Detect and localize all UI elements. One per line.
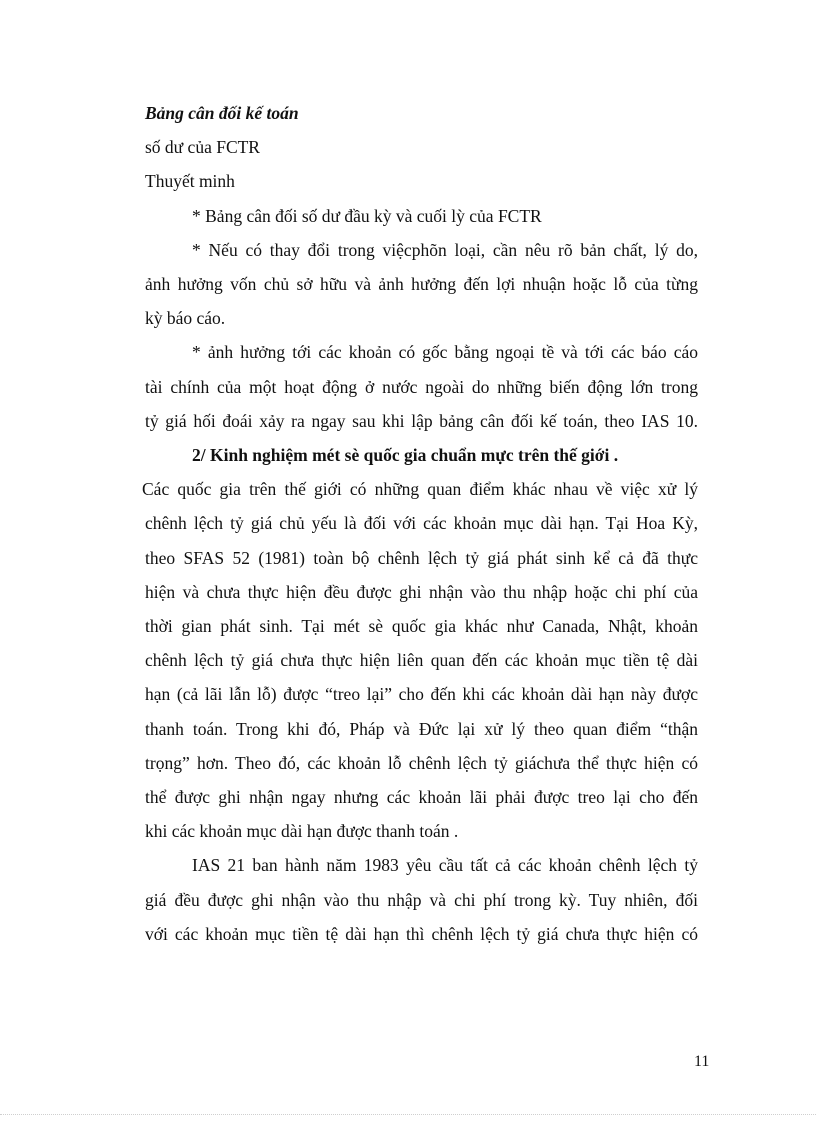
paragraph-line: thời gian phát sinh. Tại mét sè quốc gia khác như Canada, Nhật, khoản (145, 616, 698, 637)
text-line: tỷ giá hối đoái xảy ra ngay sau khi lập bảng cân đối kế toán, theo IAS 10. (145, 410, 698, 431)
text-line: ảnh hưởng vốn chủ sở hữu và ảnh hưởng đến lợi nhuận hoặc lỗ của từng (145, 274, 698, 295)
paragraph-line: Các quốc gia trên thế giới có những quan điểm khác nhau về việc xử lý (142, 479, 698, 500)
paragraph-line: IAS 21 ban hành năm 1983 yêu cầu tất cả các khoản chênh lệch tỷ (192, 855, 698, 876)
page-number: 11 (694, 1053, 710, 1070)
balance-sheet-heading: Bảng cân đối kế toán (145, 103, 299, 123)
paragraph-line: thanh toán. Trong khi đó, Pháp và Đức lại xử lý theo quan điểm “thận (145, 718, 698, 739)
paragraph-line: trọng” hơn. Theo đó, các khoản lỗ chênh lệch tỷ giáchưa thể thực hiện có (145, 752, 698, 773)
text-line: số dư của FCTR (145, 137, 260, 158)
bullet-line: * Nếu có thay đổi trong việcphõn loại, cần nêu rõ bản chất, lý do, (192, 239, 698, 260)
paragraph-line: hạn (cả lãi lẫn lỗ) được “treo lại” cho đến khi các khoản dài hạn này được (145, 684, 698, 705)
text-line: kỳ báo cáo. (145, 308, 226, 329)
bullet-line: * ảnh hưởng tới các khoản có gốc bằng ngoại tề và tới các báo cáo (192, 342, 698, 363)
paragraph-line: giá đều được ghi nhận vào thu nhập và chi phí trong kỳ. Tuy nhiên, đối (145, 889, 698, 910)
bullet-line: * Bảng cân đối số dư đầu kỳ và cuối lỳ của FCTR (192, 205, 542, 226)
body-text (142, 96, 698, 951)
paragraph-line: khi các khoản mục dài hạn được thanh toán . (145, 821, 459, 842)
paragraph-line: với các khoản mục tiền tệ dài hạn thì chênh lệch tỷ giá chưa thực hiện có (145, 923, 698, 944)
paragraph-line: hiện và chưa thực hiện đều được ghi nhận vào thu nhập hoặc chi phí của (145, 581, 698, 602)
page-bottom-divider (0, 1114, 816, 1115)
text-line: tài chính của một hoạt động ở nước ngoài do những biến động lớn trong (145, 376, 698, 397)
notes-heading: Thuyết minh (145, 171, 235, 192)
paragraph-line: theo SFAS 52 (1981) toàn bộ chênh lệch tỷ giá phát sinh kể cả đã thực (145, 547, 698, 568)
section-heading: 2/ Kinh nghiệm mét sè quốc gia chuẩn mực trên thế giới . (192, 445, 619, 466)
paragraph-line: chênh lệch tỷ giá chủ yếu là đối với các khoản mục dài hạn. Tại Hoa Kỳ, (145, 513, 698, 534)
paragraph-line: thể được ghi nhận ngay nhưng các khoản lãi phải được treo lại cho đến (145, 787, 698, 808)
paragraph-line: chênh lệch tỷ giá chưa thực hiện liên quan đến các khoản mục tiền tệ dài (145, 650, 698, 671)
